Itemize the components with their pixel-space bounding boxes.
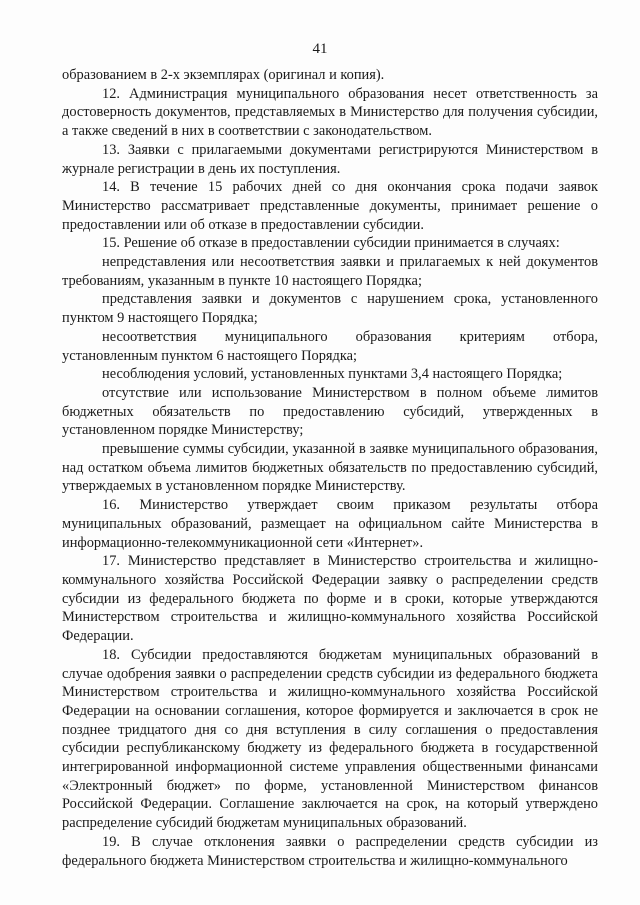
- paragraph-continuation: образованием в 2-х экземплярах (оригинал и копия).: [62, 67, 385, 83]
- paragraph-15: 15. Решение об отказе в предоставлении субсидии принимается в случаях:: [102, 235, 560, 252]
- paragraph-19: 19. В случае отклонения заявки о распределении средств субсидии из федерального бюджета Министерством строительства и жилищно-коммунального: [62, 833, 598, 869]
- paragraph-15-case-2: представления заявки и документов с нарушением срока, установленного пунктом 9 настоящего Порядка;: [62, 291, 598, 327]
- paragraph-15-case-4: несоблюдения условий, установленных пунктами 3,4 настоящего Порядка;: [102, 366, 563, 383]
- paragraph-13: 13. Заявки с прилагаемыми документами регистрируются Министерством в журнале регистрации в день их поступления.: [62, 141, 598, 177]
- paragraph-14: 14. В течение 15 рабочих дней со дня окончания срока подачи заявок Министерство рассматривает представленные документы, принимает решение о предоставлении или об отказе в предоставлении субсидии.: [62, 179, 598, 233]
- paragraph-15-case-3: несоответствия муниципального образования критериям отбора, установленным пунктом 6 настоящего Порядка;: [62, 328, 598, 364]
- paragraph-17: 17. Министерство представляет в Министерство строительства и жилищно-коммунального хозяйства Российской Федерации заявку о распределении средств субсидии из федерального бюджета по форме и в сроки, которые утверждаются Министерством строительства и жилищно-коммунального хозяйства Российской Федерации.: [62, 553, 598, 645]
- paragraph-15-case-6: превышение суммы субсидии, указанной в заявке муниципального образования, над остатком объема лимитов бюджетных обязательств по предоставлению субсидий, утверждаемых в установленном порядке Министерству.: [62, 441, 598, 495]
- paragraph-15-case-1: непредставления или несоответствия заявки и прилагаемых к ней документов требованиям, указанным в пункте 10 настоящего Порядка;: [62, 254, 598, 289]
- paragraph-18: 18. Субсидии предоставляются бюджетам муниципальных образований в случае одобрения заявки о распределении средств субсидии из федерального бюджета Министерством строительства и жилищно-коммунального хозяйства Российской Федерации на основании соглашения, которое формируется и заключается в срок не позднее тридцатого дня со дня вступления в силу соглашения о предоставления субсидии республиканскому бюджету из федерального бюджета в государственной интегрированной информационной системе управления общественными финансами «Электронный бюджет» по форме, установленной Министерством финансов Российской Федерации. Соглашение заключается на срок, на который утверждено распределение субсидий бюджетам муниципальных образований.: [62, 646, 598, 832]
- paragraph-12: 12. Администрация муниципального образования несет ответственность за достоверность документов, представляемых в Министерство для получения субсидии, а также сведений в них в соответствии с законодательством.: [62, 85, 598, 140]
- paragraph-15-case-5: отсутствие или использование Министерством в полном объеме лимитов бюджетных обязательств по предоставлению субсидий, утвержденных в установленном порядке Министерству;: [62, 384, 598, 439]
- page-number: 41: [312, 41, 328, 57]
- document-body: [62, 66, 598, 870]
- paragraph-16: 16. Министерство утверждает своим приказом результаты отбора муниципальных образований, размещает на официальном сайте Министерства в информационно-телекоммуникационной сети «Интернет».: [62, 497, 598, 551]
